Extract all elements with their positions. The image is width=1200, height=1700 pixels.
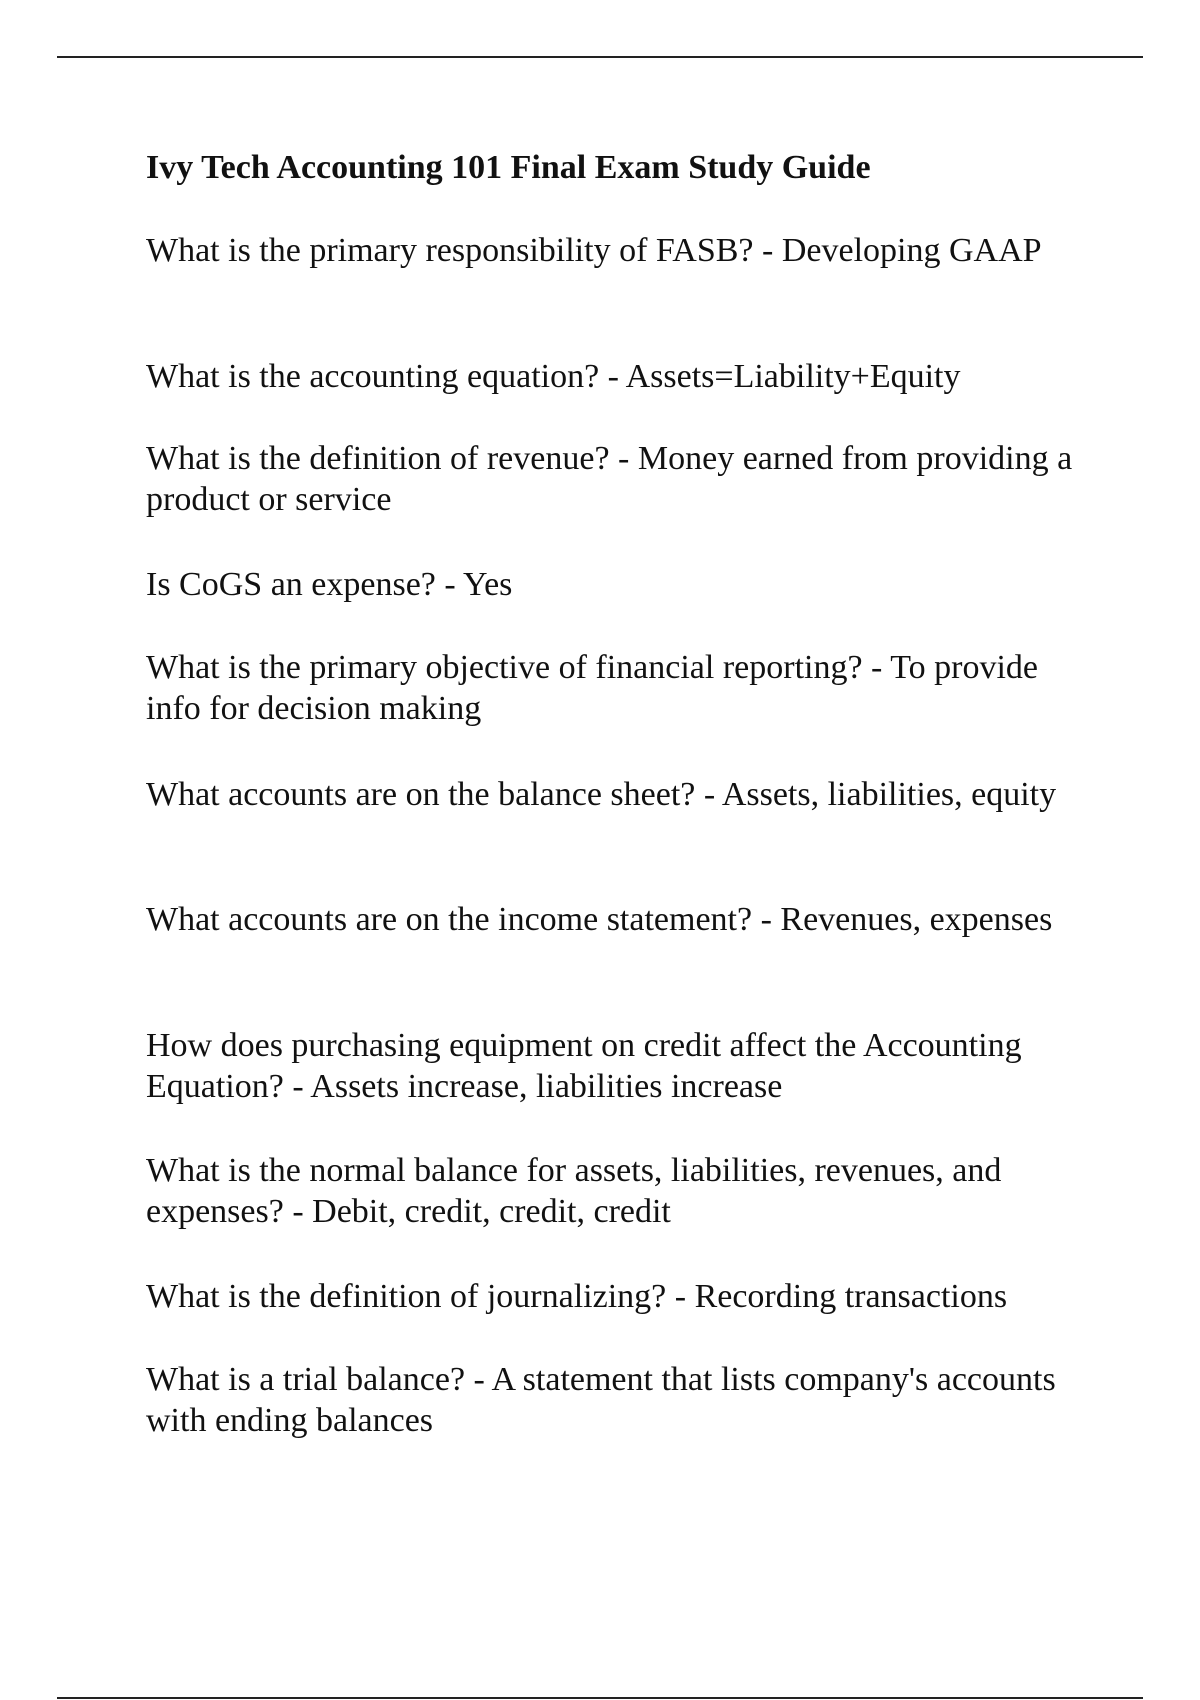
qa-item-fasb: What is the primary responsibility of FASB? - Developing GAAP bbox=[146, 232, 1042, 269]
bottom-divider bbox=[57, 1697, 1143, 1699]
qa-item-balance-sheet: What accounts are on the balance sheet? - Assets, liabilities, equity bbox=[146, 776, 1057, 813]
qa-item-accounting-equation: What is the accounting equation? - Assets=Liability+Equity bbox=[146, 358, 961, 395]
qa-item-income-statement: What accounts are on the income statement? - Revenues, expenses bbox=[146, 901, 1053, 938]
document-title: Ivy Tech Accounting 101 Final Exam Study Guide bbox=[146, 149, 871, 186]
qa-item-equipment-credit: How does purchasing equipment on credit affect the Accounting Equation? - Assets increase, liabilities increase bbox=[146, 1027, 1022, 1105]
qa-item-journalizing: What is the definition of journalizing? - Recording transactions bbox=[146, 1278, 1008, 1315]
top-divider bbox=[57, 56, 1143, 58]
document-body bbox=[146, 142, 1096, 1439]
qa-item-cogs: Is CoGS an expense? - Yes bbox=[146, 566, 513, 603]
qa-item-trial-balance: What is a trial balance? - A statement that lists company's accounts with ending balances bbox=[146, 1361, 1056, 1439]
qa-item-normal-balance: What is the normal balance for assets, liabilities, revenues, and expenses? - Debit, credit, credit, credit bbox=[146, 1152, 1002, 1230]
qa-item-revenue: What is the definition of revenue? - Money earned from providing a product or service bbox=[146, 440, 1073, 518]
qa-item-financial-reporting: What is the primary objective of financial reporting? - To provide info for decision making bbox=[146, 649, 1039, 727]
